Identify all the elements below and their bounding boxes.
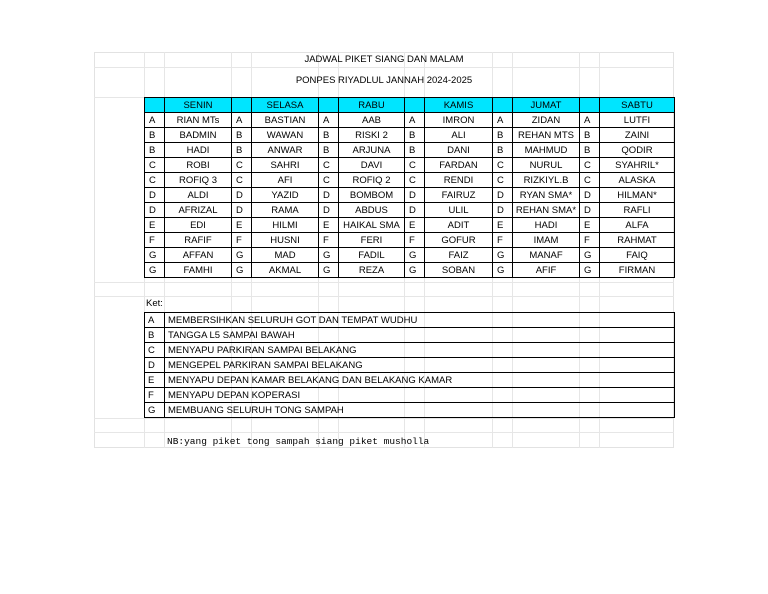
group-code-cell: C [232,158,252,173]
name-cell: FARDAN [425,158,493,173]
group-code-cell: B [405,128,425,143]
group-code-cell: B [319,128,339,143]
name-cell: ZIDAN [513,113,580,128]
legend-desc-cell: MENYAPU PARKIRAN SAMPAI BELAKANG [165,343,675,358]
group-code-cell: C [405,173,425,188]
name-cell: AFIF [513,263,580,278]
name-cell: REHAN MTS [513,128,580,143]
name-cell: YAZID [252,188,319,203]
name-cell: ALFA [600,218,675,233]
group-code-cell: C [580,158,600,173]
group-code-cell: E [232,218,252,233]
sheet-title: JADWAL PIKET SIANG DAN MALAM [304,54,464,65]
table-row [145,158,675,173]
name-cell: NURUL [513,158,580,173]
day-header-spacer [405,98,425,113]
legend-code-cell: B [145,328,165,343]
group-code-cell: G [319,248,339,263]
group-code-cell: B [580,128,600,143]
name-cell: ADIT [425,218,493,233]
name-cell: BOMBOM [339,188,405,203]
group-code-cell: G [493,248,513,263]
group-code-cell: F [232,233,252,248]
name-cell: DANI [425,143,493,158]
legend-row [145,388,675,403]
group-code-cell: B [405,143,425,158]
day-header: RABU [339,98,405,113]
legend-code-cell: E [145,373,165,388]
name-cell: SOBAN [425,263,493,278]
group-code-cell: C [319,173,339,188]
name-cell: WAWAN [252,128,319,143]
name-cell: SAHRI [252,158,319,173]
group-code-cell: F [405,233,425,248]
group-code-cell: D [405,188,425,203]
name-cell: ROFIQ 2 [339,173,405,188]
day-header-spacer [145,98,165,113]
group-code-cell: D [145,188,165,203]
name-cell: ROFIQ 3 [165,173,232,188]
legend-desc-cell: MENYAPU DEPAN KAMAR BELAKANG DAN BELAKANG KAMAR [165,373,675,388]
name-cell: AFFAN [165,248,232,263]
group-code-cell: A [145,113,165,128]
legend-desc-cell: TANGGA L5 SAMPAI BAWAH [165,328,675,343]
name-cell: FADIL [339,248,405,263]
table-row [145,203,675,218]
name-cell: RAFLI [600,203,675,218]
day-header-spacer [232,98,252,113]
group-code-cell: B [493,143,513,158]
legend-code-cell: D [145,358,165,373]
schedule-table [144,97,675,278]
table-row [145,113,675,128]
name-cell: HILMI [252,218,319,233]
group-code-cell: G [580,263,600,278]
legend-code-cell: F [145,388,165,403]
group-code-cell: A [493,113,513,128]
name-cell: HADI [165,143,232,158]
group-code-cell: G [232,263,252,278]
gridline [94,296,674,297]
group-code-cell: G [232,248,252,263]
group-code-cell: D [232,188,252,203]
table-row [145,248,675,263]
name-cell: ARJUNA [339,143,405,158]
name-cell: REZA [339,263,405,278]
legend-desc-cell: MENGEPEL PARKIRAN SAMPAI BELAKANG [165,358,675,373]
day-header: SENIN [165,98,232,113]
name-cell: ROBI [165,158,232,173]
gridline [94,432,674,433]
legend-row [145,358,675,373]
name-cell: FAIRUZ [425,188,493,203]
name-cell: AKMAL [252,263,319,278]
group-code-cell: D [145,203,165,218]
group-code-cell: C [405,158,425,173]
group-code-cell: D [319,188,339,203]
group-code-cell: D [405,203,425,218]
name-cell: RAMA [252,203,319,218]
day-header-row [145,98,675,113]
group-code-cell: F [145,233,165,248]
day-header-spacer [493,98,513,113]
group-code-cell: G [145,263,165,278]
group-code-cell: D [493,203,513,218]
day-header-spacer [580,98,600,113]
name-cell: ZAINI [600,128,675,143]
name-cell: FAIZ [425,248,493,263]
name-cell: RYAN SMA* [513,188,580,203]
gridline [94,67,674,68]
name-cell: HUSNI [252,233,319,248]
legend-row [145,328,675,343]
name-cell: FAIQ [600,248,675,263]
name-cell: HAIKAL SMA [339,218,405,233]
group-code-cell: F [319,233,339,248]
day-header: KAMIS [425,98,493,113]
group-code-cell: F [580,233,600,248]
legend-table [144,312,675,418]
table-row [145,128,675,143]
group-code-cell: D [580,188,600,203]
group-code-cell: C [145,173,165,188]
group-code-cell: E [580,218,600,233]
group-code-cell: E [319,218,339,233]
group-code-cell: C [493,173,513,188]
legend-code-cell: C [145,343,165,358]
name-cell: RAFIF [165,233,232,248]
group-code-cell: C [319,158,339,173]
name-cell: ANWAR [252,143,319,158]
group-code-cell: B [493,128,513,143]
sheet-subtitle: PONPES RIYADLUL JANNAH 2024-2025 [295,75,473,86]
name-cell: AAB [339,113,405,128]
name-cell: LUTFI [600,113,675,128]
name-cell: EDI [165,218,232,233]
day-header: SABTU [600,98,675,113]
group-code-cell: A [580,113,600,128]
name-cell: REHAN SMA* [513,203,580,218]
name-cell: SYAHRIL* [600,158,675,173]
group-code-cell: B [145,128,165,143]
name-cell: MAHMUD [513,143,580,158]
name-cell: AFRIZAL [165,203,232,218]
legend-row [145,313,675,328]
group-code-cell: B [580,143,600,158]
group-code-cell: D [319,203,339,218]
group-code-cell: E [493,218,513,233]
name-cell: ALASKA [600,173,675,188]
name-cell: AFI [252,173,319,188]
name-cell: RIZKIYL.B [513,173,580,188]
name-cell: MAD [252,248,319,263]
gridline [94,282,674,283]
group-code-cell: B [145,143,165,158]
table-row [145,188,675,203]
name-cell: MANAF [513,248,580,263]
name-cell: ULIL [425,203,493,218]
group-code-cell: C [145,158,165,173]
legend-desc-cell: MEMBUANG SELURUH TONG SAMPAH [165,403,675,418]
group-code-cell: G [319,263,339,278]
group-code-cell: B [232,128,252,143]
legend-desc-cell: MEMBERSIHKAN SELURUH GOT DAN TEMPAT WUDHU [165,313,675,328]
group-code-cell: G [405,248,425,263]
group-code-cell: G [493,263,513,278]
table-row [145,263,675,278]
name-cell: IMRON [425,113,493,128]
footnote: NB:yang piket tong sampah siang piket musholla [167,436,430,447]
name-cell: RAHMAT [600,233,675,248]
name-cell: ABDUS [339,203,405,218]
group-code-cell: D [493,188,513,203]
legend-code-cell: A [145,313,165,328]
name-cell: HILMAN* [600,188,675,203]
group-code-cell: A [319,113,339,128]
name-cell: FERI [339,233,405,248]
legend-desc-cell: MENYAPU DEPAN KOPERASI [165,388,675,403]
table-row [145,173,675,188]
legend-row [145,373,675,388]
table-row [145,143,675,158]
group-code-cell: G [405,263,425,278]
gridline [94,418,674,419]
legend-row [145,343,675,358]
name-cell: HADI [513,218,580,233]
group-code-cell: G [145,248,165,263]
name-cell: RIAN MTs [165,113,232,128]
name-cell: RISKI 2 [339,128,405,143]
name-cell: IMAM [513,233,580,248]
group-code-cell: A [232,113,252,128]
day-header: SELASA [252,98,319,113]
group-code-cell: G [580,248,600,263]
name-cell: ALDI [165,188,232,203]
name-cell: BADMIN [165,128,232,143]
group-code-cell: C [580,173,600,188]
name-cell: RENDI [425,173,493,188]
name-cell: BASTIAN [252,113,319,128]
group-code-cell: D [580,203,600,218]
name-cell: GOFUR [425,233,493,248]
group-code-cell: F [493,233,513,248]
table-row [145,218,675,233]
name-cell: DAVI [339,158,405,173]
name-cell: FIRMAN [600,263,675,278]
group-code-cell: B [232,143,252,158]
day-header: JUMAT [513,98,580,113]
day-header-spacer [319,98,339,113]
ket-label: Ket: [146,298,163,309]
name-cell: ALI [425,128,493,143]
table-row [145,233,675,248]
legend-row [145,403,675,418]
group-code-cell: D [232,203,252,218]
group-code-cell: E [145,218,165,233]
group-code-cell: A [405,113,425,128]
group-code-cell: E [405,218,425,233]
group-code-cell: B [319,143,339,158]
legend-code-cell: G [145,403,165,418]
group-code-cell: C [232,173,252,188]
group-code-cell: C [493,158,513,173]
name-cell: FAMHI [165,263,232,278]
name-cell: QODIR [600,143,675,158]
